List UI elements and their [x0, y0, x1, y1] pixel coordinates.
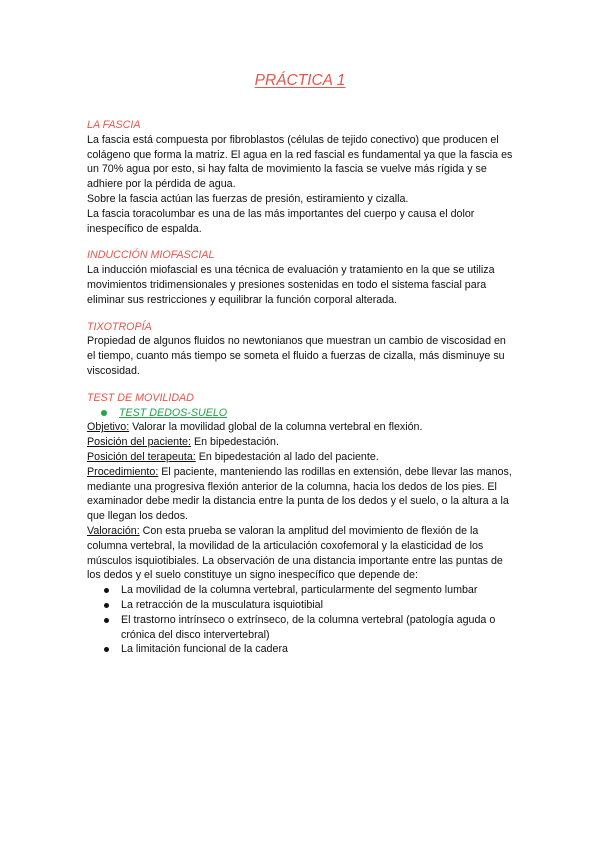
paciente-text: En bipedestación.: [190, 436, 279, 449]
list-item: La movilidad de la columna vertebral, particularmente del segmento lumbar: [87, 583, 517, 598]
page-title: PRÁCTICA 1: [254, 72, 346, 89]
list-item: La retracción de la musculatura isquiotibial: [87, 598, 517, 613]
sub-heading-test-dedos-suelo: TEST DEDOS-SUELO: [119, 406, 228, 419]
terapeuta-label: Posición del terapeuta:: [87, 450, 196, 463]
induccion-paragraph: La inducción miofascial es una técnica de evaluación y tratamiento en la que se utiliza movimientos tridimensionales y presiones sostenidas en todo el sistema fascial para eliminar sus restricciones y equilibrar la función corporal alterada.: [87, 264, 495, 306]
terapeuta-text: En bipedestación al lado del paciente.: [195, 450, 379, 463]
sub-heading-item: [87, 406, 517, 421]
valoracion-line: [87, 524, 517, 583]
section-heading-induccion: INDUCCIÓN MIOFASCIAL: [87, 249, 215, 262]
valoracion-bullet-list: [87, 583, 517, 657]
fascia-paragraph-1: La fascia está compuesta por fibroblastos (células de tejido conectivo) que producen el colágeno que forma la matriz. El agua en la red fascial es fundamental ya que la fascia es un 70% agua por esto, si hay falta de movimiento la fascia se vuelve más rígida y se adhiere por la pérdida de agua.: [87, 133, 513, 191]
section-heading-fascia: LA FASCIA: [87, 119, 141, 131]
section-heading-test: TEST DE MOVILIDAD: [87, 391, 194, 404]
objetivo-line: [87, 420, 517, 435]
procedimiento-label: Procedimiento:: [87, 465, 159, 478]
paciente-line: [87, 435, 517, 450]
valoracion-label: Valoración:: [87, 524, 140, 537]
objetivo-label: Objetivo:: [87, 421, 130, 434]
procedimiento-line: [87, 465, 517, 524]
document-body: [87, 118, 517, 657]
section-heading-tixotropia: TIXOTROPÍA: [87, 320, 152, 333]
bullet-icon: [104, 588, 109, 593]
paciente-label: Posición del paciente:: [87, 436, 191, 449]
bullet-dot-icon: [101, 410, 107, 416]
valoracion-text: Con esta prueba se valoran la amplitud del movimiento de flexión de la columna vertebral, la movilidad de la articulación coxofemoral y la elasticidad de los músculos isquiotibiales. La observación de una distancia importante entre las puntas de los dedos y el suelo constituye un signo inespecífico que depende de:: [87, 524, 503, 582]
fascia-paragraph-3: La fascia toracolumbar es una de las más importantes del cuerpo y causa el dolor inespecífico de espalda.: [87, 207, 475, 235]
list-item: La limitación funcional de la cadera: [87, 642, 517, 657]
list-item: El trastorno intrínseco o extrínseco, de la columna vertebral (patología aguda o crónica del disco intervertebral): [87, 613, 517, 643]
objetivo-text: Valorar la movilidad global de la columna vertebral en flexión.: [129, 421, 423, 434]
tixotropia-paragraph: Propiedad de algunos fluidos no newtonianos que muestran un cambio de viscosidad en el tiempo, cuanto más tiempo se someta el fluido a fuerzas de cizalla, más disminuye su viscosidad.: [87, 335, 506, 377]
procedimiento-text: El paciente, manteniendo las rodillas en extensión, debe llevar las manos, mediante una progresiva flexión anterior de la columna, hacia los dedos de los pies. El examinador debe medir la distancia entre la punta de los dedos y el suelo, o la altura a la que llegan los dedos.: [87, 465, 512, 523]
terapeuta-line: [87, 450, 517, 465]
bullet-icon: [104, 618, 109, 623]
bullet-icon: [104, 647, 109, 652]
fascia-paragraph-2: Sobre la fascia actúan las fuerzas de presión, estiramiento y cizalla.: [87, 192, 409, 205]
bullet-icon: [104, 603, 109, 608]
